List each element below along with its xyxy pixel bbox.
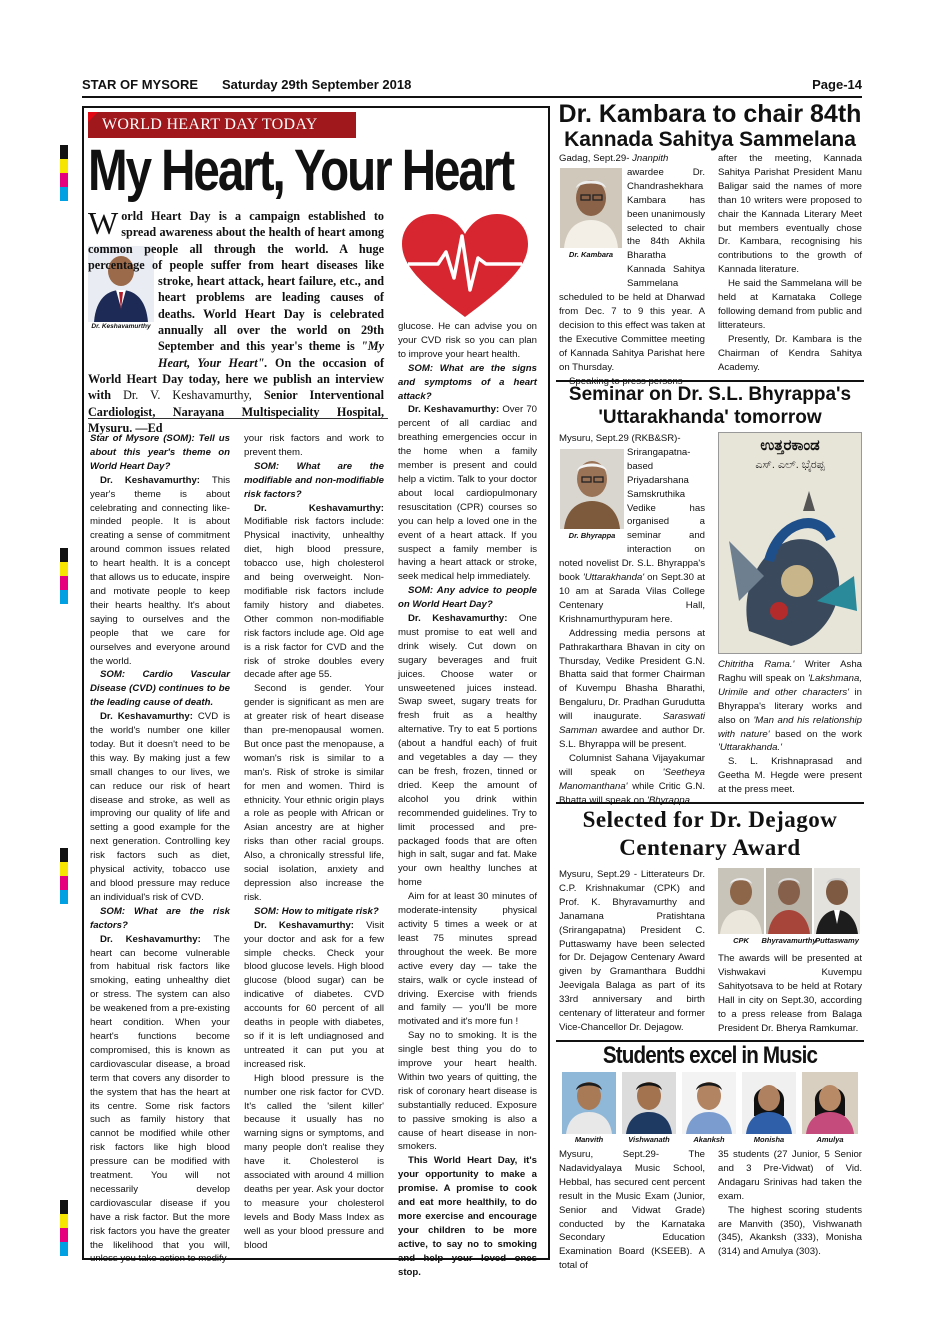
talk-title-4: 'Lakshmana, Urimile and other characters' <box>718 672 862 698</box>
bhyrappa-text-3: Addressing media persons at Pathrakarthara Bhavan in city on Thursday, Vedike President G.N. Bhatta said that former Chairman of Kuvempu Bhasha Bharathi, Bengaluru, Dr. Pradhan Gurudutta will inaugurate. <box>559 627 705 723</box>
interview-column-3 <box>398 320 538 1278</box>
student-caption: Manvith <box>574 1135 604 1144</box>
answer-text: Over 70 percent of all cardiac and breathing emergencies occur in the home when a family member is present and could help a victim. Talk to your doctor about local cardiopulmonary resuscitation (CPR) courses so you can help a loved one in the event of a heart attack. If you suspect a family member is having a heart attack or stroke, seek medical help immediately. <box>398 404 537 583</box>
question-text: Star of Mysore (SOM): Tell us about this year's theme on World Heart Day? <box>90 433 230 472</box>
student-caption: Vishwanath <box>628 1135 670 1144</box>
paragraph: glucose. He can advise you on your CVD risk so you can plan to improve your heart health. <box>398 321 537 360</box>
intro-doctor-name: Dr. V. Keshavamurthy, <box>123 388 252 403</box>
dejagow-headline-2: Centenary Award <box>619 835 801 860</box>
intro-theme: "My Heart, Your Heart". <box>158 339 385 370</box>
interview-question <box>244 905 384 919</box>
bhyrappa-headline: Seminar on Dr. S.L. Bhyrappa's <box>568 384 852 405</box>
student-photo-manvith <box>562 1072 616 1134</box>
bhyrappa-text-2: on Sept.30 at 10 am at Sarada Vilas College Centenary Hall, Krishnamurthypuram here. <box>559 572 705 625</box>
registration-mark <box>60 145 68 201</box>
answer-text: The heart can become vulnerable from habitual risk factors like smoking, eating unhealthy diet or stress. The system can also be weakened from a pre-existing heart condition. When your heart's functions become compromised, this is known as cardiovascular disease, a broad term that covers any disorder to the system that has the heart at its centre. Some risk factors such as family history that cannot be modified while other risk factors like high blood pressure can be modified with treatment. You will not necessarily develop cardiovascular disease if you have a risk factor. But the more risk factors you have the greater the likelihood that you will, unless you take action to modify <box>90 933 230 1265</box>
answer-text: CVD is the world's number one killer today. But it doesn't need to be this way. By making just a few small changes to our lives, we can reduce our risk of heart disease and stroke, as well as improving our quality of life and setting a good example for the next generation. Controlling key risk factors such as diet, physical activity, tobacco use and blood pressure may reduce an individual's risk of CVD. <box>90 711 231 903</box>
bhyrappa-headline-2: 'Uttarakhanda' tomorrow <box>598 407 822 428</box>
interview-column-2 <box>244 432 384 1250</box>
heart-icon <box>400 212 530 322</box>
music-headline: Students excel in Music <box>602 1042 818 1069</box>
book-cover <box>718 432 862 654</box>
section-rule <box>556 802 864 804</box>
cpk-caption: CPK <box>733 936 749 945</box>
bhyravamurthy-caption: Bhyravamurthy <box>761 936 817 945</box>
question-text: SOM: What are the modifiable and non-modifiable risk factors? <box>244 460 384 500</box>
question-text: SOM: What are the risk factors? <box>90 905 230 931</box>
speaker-name: Dr. Keshavamurthy: <box>100 474 201 486</box>
speaker-name: Dr. Keshavamurthy: <box>100 711 193 723</box>
book-name-2: 'Uttarakhanda.' <box>718 742 782 754</box>
answer-text: Modifiable risk factors include: Physical inactivity, unhealthy diet, high blood pressure, tobacco use, high cholesterol and being overweight. Non-modifiable risk factors include family history and diabetes. Other common non-modifiable risk factors include age. Old age is a risk factor for CVD and the risk of stroke doubles every decade after age 55. <box>244 516 384 681</box>
intro-paragraph <box>88 205 385 436</box>
bhyrappa-text-9: based on the work <box>775 728 862 740</box>
speaker-name: Dr. Keshavamurthy: <box>100 933 201 945</box>
bhyrappa-text-5: Columnist Sahana Vijayakumar will speak on <box>559 752 705 778</box>
bhyrappa-column-1 <box>559 432 706 806</box>
kambara-text: awardee Dr. Chandrashekhara Kambara has been unanimously selected to chair the 84th Akhila Bharatha Kannada Sahitya Sammelana scheduled to be held at Dharwad from Dec. 7 to 9 this year. A decision to this effect was taken at the Executive Committee meeting of Kannada Sahitya Parishat here on Thursday. <box>559 166 705 373</box>
kambara-column-2 <box>718 152 862 378</box>
registration-mark <box>60 848 68 904</box>
kambara-column-1 <box>559 152 705 387</box>
bhyrappa-text-10: S. L. Krishnaprasad and Geetha M. Hegde were present at the press meet. <box>718 756 862 796</box>
speaker-name: Dr. Keshavamurthy: <box>408 613 508 625</box>
page-number: Page-14 <box>812 77 862 92</box>
bhyrappa-text-8: in Bhyrappa's literary works and also on <box>718 686 862 726</box>
answer-text: One must promise to eat well and drink wisely. Cut down on sugary beverages and fruit juices. Choose water or unsweetened juices instead. Swap sweet, sugary treats for fresh fruit as a healthy alternative. Try to eat 5 portions (about a handful each) of fruit and vegetables a day — they can be fresh, frozen, tinned or dried. Keep the amount of alcohol you drink within recommended guidelines. Try to limit processed and pre-packaged foods that are often high in salt, sugar and fat. Make your own healthy lunches at home <box>398 613 538 889</box>
answer-text: This year's theme is about celebrating and connecting like-minded people. It is about creating a sense of commitment around common issues related to heart health. It is a concept that allows us to educate, inspire and motivate people to keep their hearts healthy. It's about saying to ourselves and the people that we care for ourselves and everyone around the world. <box>90 474 230 667</box>
kambara-paragraph: He said the Sammelana will be held at Karnataka College following demand from public and litterateurs. <box>718 278 862 331</box>
student-photo-monisha <box>742 1072 796 1134</box>
kicker-banner <box>88 112 356 138</box>
talk-title-3: Chitritha Rama.' <box>718 659 795 670</box>
registration-mark <box>60 1200 68 1256</box>
student-photo-akanksh <box>682 1072 736 1134</box>
section-rule <box>556 380 864 382</box>
kambara-headline-2: Kannada Sahitya Sammelana <box>564 128 856 151</box>
bhyrappa-photo-caption: Dr. Bhyrappa <box>568 531 616 540</box>
kambara-paragraph: Presently, Dr. Kambara is the Chairman of Kendra Sahitya Academy. <box>718 333 862 373</box>
bhyrappa-text-7: Writer Asha Raghu will speak on <box>718 659 862 684</box>
puttaswamy-caption: Puttaswamy <box>815 936 859 945</box>
answer-text: Visit your doctor and ask for a few simple checks. Check your blood glucose levels. High blood glucose (blood sugar) can be indicative of diabetes. CVD accounts for 60 percent of all deaths in people with diabetes, so if it is left undiagnosed and untreated it can put you at increased risk. <box>244 919 385 1070</box>
book-cover-art <box>719 481 861 653</box>
interview-answer <box>244 502 384 683</box>
dejagow-column-1: Mysuru, Sept.29 - Litterateurs Dr. C.P. Krishnakumar (CPK) and Prof. K. Bhyravamurthy and Janamana Pratishtana (Srirangapatna) President C. Puttaswamy have been selected for Dr. Dejagow Centenary Award given by Gramanthara Buddhi Jeevigala Balaga as part of its 33rd anniversary and birth centenary of litterateur and former Vice-Chancellor Dr. Dejagow. <box>559 869 705 1033</box>
book-cover-author: ಎಸ್. ಎಲ್. ಭೈರಪ್ಪ <box>755 459 825 471</box>
kambara-headline: Dr. Kambara to chair 84th <box>558 100 862 128</box>
student-caption: Amulya <box>816 1135 844 1144</box>
puttaswamy-photo <box>814 868 860 934</box>
dateline: Mysuru, Sept.29 (RKB&SR)- <box>559 433 681 444</box>
article-headline: My Heart, Your Heart <box>88 138 514 203</box>
student-caption: Akanksh <box>693 1135 725 1144</box>
interview-question <box>90 668 230 710</box>
kicker-text: WORLD HEART DAY TODAY <box>102 116 318 133</box>
question-text: SOM: Cardio Vascular Disease (CVD) continues to be the leading cause of death. <box>90 669 230 709</box>
paragraph: Second is gender. Your gender is significant as men are at greater risk of heart disease than pre-menopausal women. But once past the menopause, a woman's risk is similar to a man's. Risk of stroke is similar for men and women. Third is ethnicity. Your ethnic origin plays a role as people with African or Asian ancestry are at higher risks than other racial groups. Also, a chronically stressful life, social isolation, anxiety and depression also increase the risk. <box>244 683 384 903</box>
question-text: SOM: How to mitigate risk? <box>254 905 379 917</box>
speaker-name: Dr. Keshavamurthy: <box>254 502 384 514</box>
kambara-paragraph: after the meeting, Kannada Sahitya Parishat President Manu Baligar said the names of more than 10 writers were proposed to chair the Kannada Literary Meet but members eventually chose Dr. Kambara, recognising his contributions to the growth of Kannada literature. <box>718 153 862 276</box>
interview-question <box>90 432 230 474</box>
book-name: 'Uttarakhanda' <box>582 572 645 584</box>
intro-text: orld Heart Day is a campaign established to spread awareness about the health of heart among common people all through the world. A huge percentage of people suffer from heart diseases like stroke, heart attack, heart failure, etc., and heart problems are leading causes of deaths. World Heart Day is celebrated annually all over the world on 29th September and this year's theme is <box>88 209 384 354</box>
interview-answer <box>244 919 384 1072</box>
dejagow-column-2: The awards will be presented at Vishwakavi Kuvempu Sahityotsava to be held at Rotary Hall in city on Sept.30, according to a press release from Balaga President Dr. Bherya Ramkumar. <box>718 953 862 1034</box>
talk-title-5: 'Man and his relationship with nature' <box>718 714 863 740</box>
bhyravamurthy-photo <box>766 868 812 934</box>
interview-answer <box>90 933 230 1267</box>
interview-column-1 <box>90 432 231 1265</box>
interview-answer <box>398 612 537 890</box>
interview-answer <box>398 403 537 584</box>
talk-title-2: 'Bhyrappa <box>647 794 690 806</box>
interview-answer <box>90 710 230 905</box>
registration-mark <box>60 548 68 604</box>
interview-question <box>90 905 230 933</box>
intro-text-3: Senior Interventional Cardiologist, Narayana Multispeciality Hospital, Mysuru. —Ed <box>88 388 384 435</box>
student-photo-vishwanath <box>622 1072 676 1134</box>
drop-cap: W <box>88 205 119 241</box>
music-column-2 <box>718 1148 862 1264</box>
kambara-text-2: Speaking to press persons <box>569 375 683 387</box>
question-text: SOM: Any advice to people on World Heart Day? <box>398 585 537 611</box>
bhyrappa-text-6: while Critic G.N. Bhatta will speak on <box>559 780 705 806</box>
interview-question <box>244 460 384 502</box>
bhyrappa-text: Srirangapatna-based Priyadarshana Samskruthika Vedike has organised a seminar and interaction on noted novelist Dr. S.L. Bhyrappa's book <box>559 446 705 584</box>
interview-answer <box>90 474 230 669</box>
paragraph: Say no to smoking. It is the single best thing you do to improve your heart health. Within two years of quitting, the risk of coronary heart disease is substantially reduced. Exposure to passive smoking is also a cause of heart disease in non-smokers. <box>398 1030 537 1153</box>
student-caption: Monisha <box>753 1135 785 1144</box>
kambara-photo-caption: Dr. Kambara <box>568 250 614 259</box>
paper-name: STAR OF MYSORE <box>82 77 199 92</box>
doctor-photo-caption: Dr. Keshavamurthy <box>91 323 151 330</box>
cpk-photo <box>718 868 764 934</box>
speaker-name: Dr. Keshavamurthy: <box>254 919 355 931</box>
music-column-1: Mysuru, Sept.29- The Nadavidyalaya Music School, Hebbal, has secured cent percent result in the Music Exam (Junior, Senior and Vidwat Grade) conducted by the Karnataka Secondary Education Examination Board (KSEEB). A total of <box>559 1149 705 1272</box>
intro-text-2: On the occasion of World Heart Day today, here we publish an interview with <box>88 355 385 403</box>
student-photo-amulya <box>802 1072 858 1134</box>
talk-title: 'Seetheya Manomanthana' <box>559 766 705 792</box>
interview-question <box>398 362 537 404</box>
dateline: Gadag, Sept.29- <box>559 153 630 164</box>
speaker-name: Dr. Keshavamurthy: <box>408 404 500 416</box>
column-divider <box>88 418 388 419</box>
bhyrappa-column-2 <box>718 658 862 800</box>
paragraph: High blood pressure is the number one risk factor for CVD. It's called the 'silent killer' because it usually has no warning signs or symptoms, and many people don't realise they have it. Cholesterol is associated with around 4 million deaths per year. Ask your doctor to measure your cholesterol levels and Body Mass Index as well as your blood pressure and blood <box>244 1072 384 1251</box>
award-name: Saraswati Samman <box>559 711 706 737</box>
issue-date: Saturday 29th September 2018 <box>222 77 412 92</box>
book-cover-title: ಉತ್ತರಕಾಂಡ <box>760 437 820 454</box>
bhyrappa-text-4: awardee and author Dr. S.L. Bhyrappa will be present. <box>559 725 706 750</box>
paragraph: your risk factors and work to prevent them. <box>244 433 384 458</box>
page-header <box>82 76 862 98</box>
award-name: Jnanpith <box>632 153 669 164</box>
paragraph: Aim for at least 30 minutes of moderate-intensity physical activity 5 times a week or at least 75 minutes spread throughout the week. Be more active every day — take the stairs, walk or cycle instead of driving. Exercise with friends and family — you'll be more motivated and it's more fun ! <box>398 891 537 1028</box>
closing-paragraph: This World Heart Day, it's your opportunity to make a promise. A promise to cook and eat more healthily, to do more exercise and encourage your children to be more active, to say no to smoking and help your loved ones stop. <box>398 1155 537 1278</box>
dejagow-headline: Selected for Dr. Dejagow <box>582 807 838 832</box>
interview-question <box>398 584 537 612</box>
question-text: SOM: What are the signs and symptoms of a heart attack? <box>398 362 537 402</box>
music-text: 35 students (27 Junior, 5 Senior and 3 Pre-Vidwat) of Vid. Andagaru Srinivas had taken the exam. <box>718 1149 862 1202</box>
kicker-flag <box>88 112 98 122</box>
music-text-2: The highest scoring students are Manvith (350), Vishwanath (345), Akanksh (333), Monisha (314) and Amulya (303). <box>718 1204 862 1258</box>
